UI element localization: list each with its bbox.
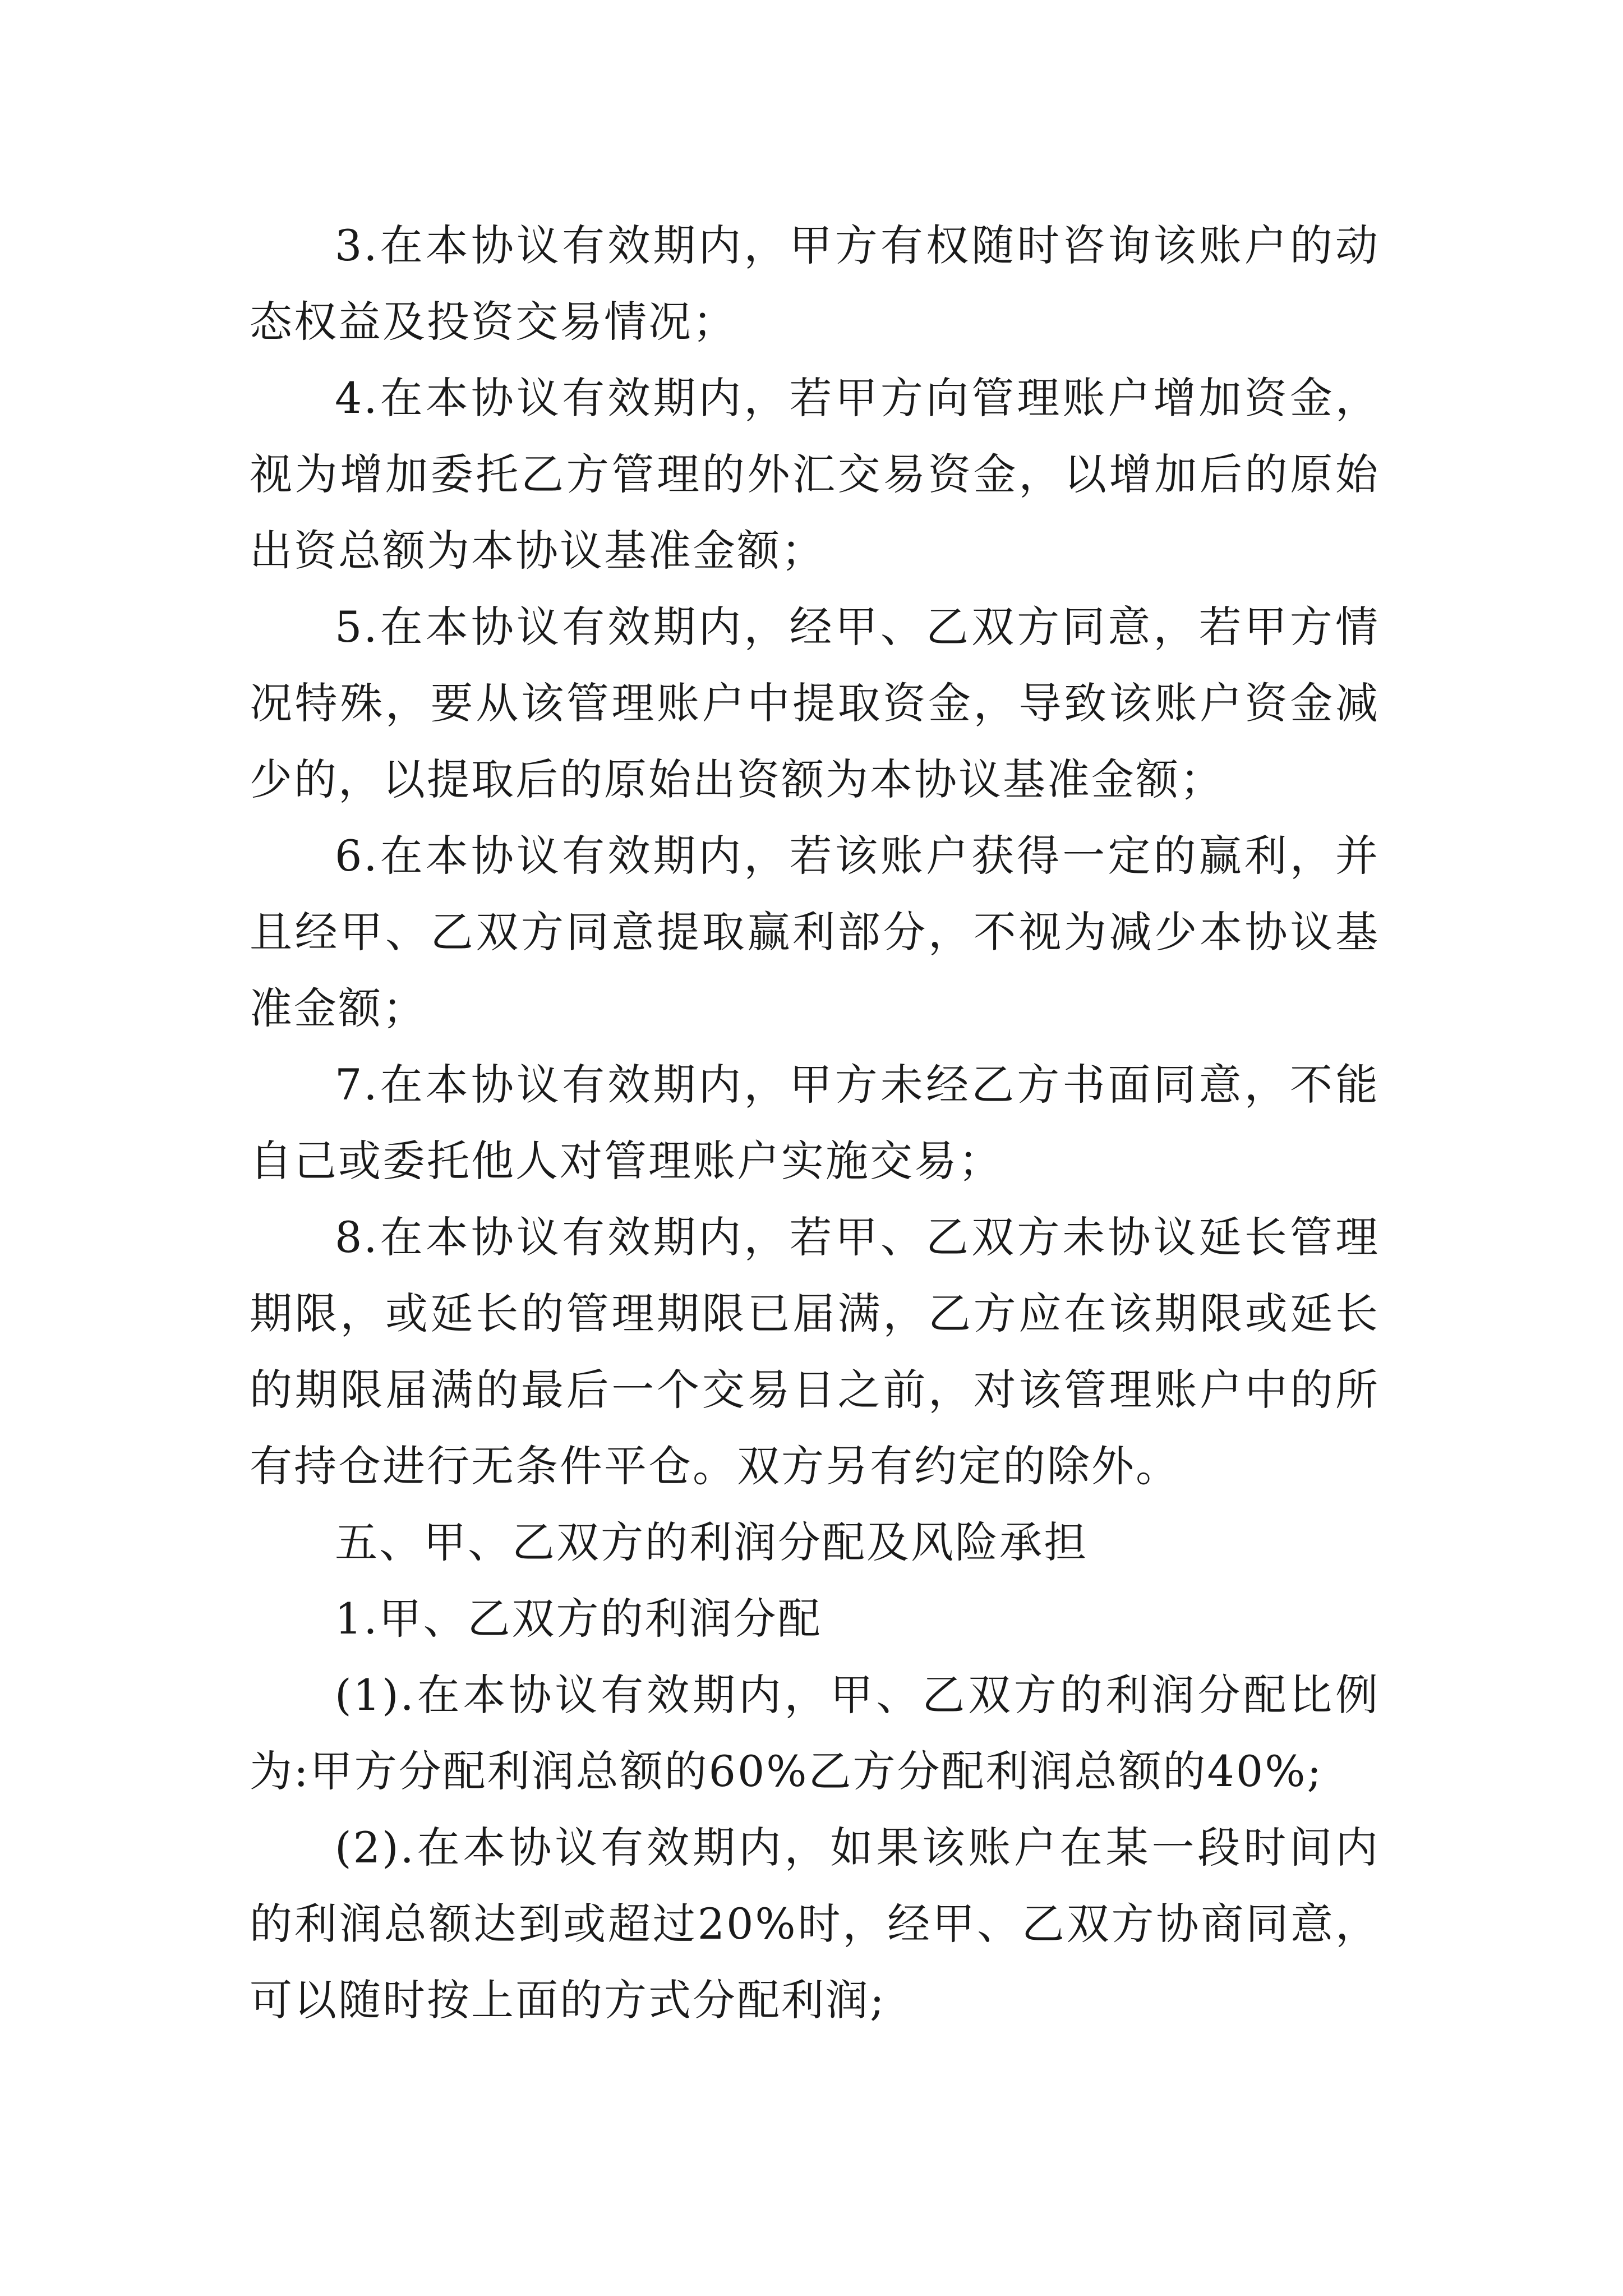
item-2: (2).在本协议有效期内，如果该账户在某一段时间内的利润总额达到或超过20%时，经甲、乙双方协商同意，可以随时按上面的方式分配利润;: [250, 1823, 1380, 2025]
item-1: (1).在本协议有效期内，甲、乙双方的利润分配比例为:甲方分配利润总额的60%乙方分配利润总额的40%;: [250, 1670, 1380, 1796]
document-body: [250, 208, 1380, 2039]
clause-3: 3.在本协议有效期内，甲方有权随时咨询该账户的动态权益及投资交易情况；: [250, 220, 1380, 347]
section-heading-5: 五、甲、乙双方的利润分配及风险承担: [335, 1517, 1088, 1567]
clause-5: 5.在本协议有效期内，经甲、乙双方同意，若甲方情况特殊，要从该管理账户中提取资金，导致该账户资金减少的，以提取后的原始出资额为本协议基准金额；: [250, 602, 1380, 804]
clause-8: 8.在本协议有效期内，若甲、乙双方未协议延长管理期限，或延长的管理期限已届满，乙方应在该期限或延长的期限届满的最后一个交易日之前，对该管理账户中的所有持仓进行无条件平仓。双方另有约定的除外。: [250, 1212, 1380, 1491]
clause-7: 7.在本协议有效期内，甲方未经乙方书面同意，不能自己或委托他人对管理账户实施交易；: [250, 1060, 1380, 1186]
subsection-heading-1: 1.甲、乙双方的利润分配: [335, 1594, 822, 1644]
clause-6: 6.在本协议有效期内，若该账户获得一定的赢利，并且经甲、乙双方同意提取赢利部分，不视为减少本协议基准金额；: [250, 831, 1380, 1033]
clause-4: 4.在本协议有效期内，若甲方向管理账户增加资金，视为增加委托乙方管理的外汇交易资金，以增加后的原始出资总额为本协议基准金额；: [250, 373, 1380, 576]
